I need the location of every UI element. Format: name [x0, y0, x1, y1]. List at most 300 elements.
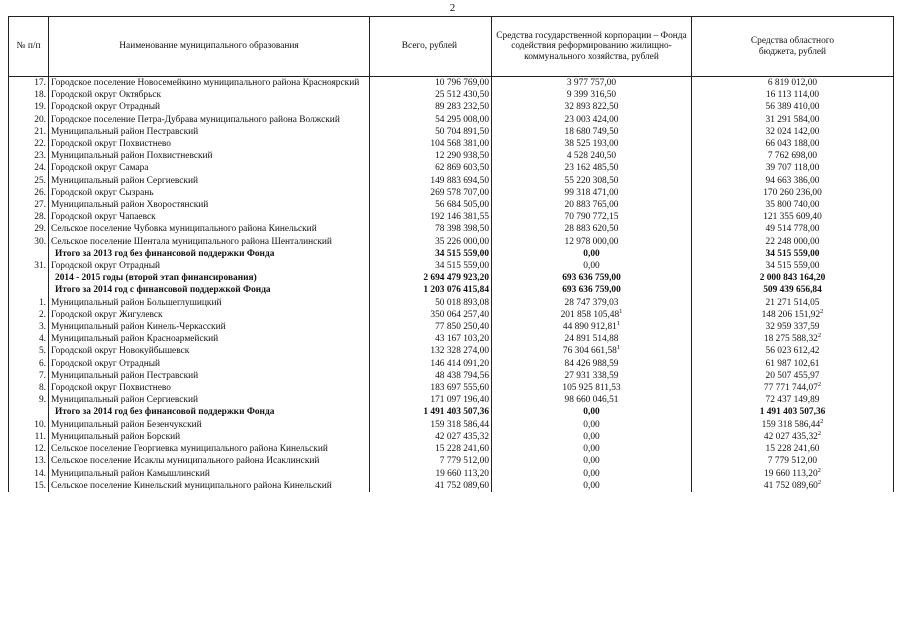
total-amount-text: 43 167 103,20 — [435, 334, 489, 345]
fund-amount-text: 0,00 — [583, 407, 600, 418]
fund-amount — [492, 284, 692, 296]
fund-amount-text: 76 304 661,58 — [562, 346, 617, 357]
row-number — [9, 358, 49, 370]
fund-amount — [492, 126, 692, 138]
municipality-name — [49, 150, 370, 162]
row-number — [9, 284, 49, 296]
row-number-text: 18. — [34, 90, 46, 101]
total-amount — [370, 77, 492, 90]
table-row — [9, 223, 894, 235]
region-amount — [692, 199, 894, 211]
table-header-row — [9, 17, 894, 77]
funding-table — [8, 16, 894, 492]
region-amount — [692, 297, 894, 309]
municipality-name-text: Итого за 2013 год без финансовой поддержки Фонда — [55, 248, 275, 259]
fund-amount-text: 55 220 308,50 — [564, 175, 619, 186]
row-number — [9, 223, 49, 235]
region-amount-text: 72 437 149,89 — [765, 395, 820, 406]
total-amount-text: 146 414 091,20 — [430, 358, 489, 369]
region-amount-text: 159 318 586,44 — [761, 419, 821, 430]
total-amount — [370, 431, 492, 443]
municipality-name — [49, 138, 370, 150]
total-amount-text: 132 328 274,00 — [430, 346, 489, 357]
row-number — [9, 455, 49, 467]
region-amount-text: 31 291 584,00 — [765, 114, 820, 125]
region-amount-text: 170 260 236,00 — [763, 187, 822, 198]
region-amount — [692, 382, 894, 394]
region-amount-text: 121 355 609,40 — [763, 212, 822, 223]
table-row — [9, 345, 894, 357]
footnote-marker: 2 — [817, 332, 822, 340]
row-number-text: 11. — [34, 431, 46, 442]
fund-amount — [492, 455, 692, 467]
region-amount-text: 21 271 514,05 — [765, 297, 820, 308]
municipality-name — [49, 175, 370, 187]
row-number-text: 20. — [34, 114, 46, 125]
fund-amount — [492, 382, 692, 394]
row-number-text: 15. — [34, 480, 46, 491]
total-amount-text: 78 398 398,50 — [435, 224, 489, 235]
row-number-text: 6. — [38, 358, 46, 369]
fund-amount — [492, 297, 692, 309]
row-number — [9, 138, 49, 150]
fund-amount-text: 84 426 988,59 — [564, 358, 619, 369]
fund-amount-text: 4 528 240,50 — [566, 151, 617, 162]
municipality-name-text: Городской округ Жигулевск — [51, 309, 163, 320]
region-amount — [692, 138, 894, 150]
municipality-name — [49, 419, 370, 431]
total-amount-text: 77 850 250,40 — [435, 322, 489, 333]
municipality-name-text: Городской округ Отрадный — [51, 102, 161, 113]
region-amount-text: 32 959 337,59 — [765, 322, 820, 333]
region-amount-text: 66 043 188,00 — [765, 139, 820, 150]
region-amount — [692, 77, 894, 90]
region-amount — [692, 345, 894, 357]
table-row — [9, 211, 894, 223]
municipality-name-text: Муниципальный район Красноармейский — [51, 334, 219, 345]
fund-amount-text: 201 858 105,48 — [560, 309, 620, 320]
region-amount — [692, 358, 894, 370]
municipality-name — [49, 101, 370, 113]
fund-amount — [492, 101, 692, 113]
total-amount — [370, 260, 492, 272]
municipality-name — [49, 162, 370, 174]
region-amount — [692, 126, 894, 138]
fund-amount — [492, 358, 692, 370]
col-header-region: Средства областного бюджета, рублей — [692, 17, 894, 77]
row-number-text: 21. — [34, 126, 46, 137]
fund-amount-text: 12 978 000,00 — [564, 236, 619, 247]
total-amount-text: 15 228 241,60 — [435, 444, 489, 455]
row-number-text: 30. — [34, 236, 46, 247]
municipality-name-text: Сельское поселение Шентала муниципального района Шенталинский — [51, 236, 332, 247]
table-row — [9, 480, 894, 492]
total-amount-text: 350 064 257,40 — [430, 309, 489, 320]
total-amount — [370, 345, 492, 357]
table-row — [9, 260, 894, 272]
row-number-text: 2. — [38, 309, 46, 320]
region-amount — [692, 480, 894, 492]
fund-amount — [492, 370, 692, 382]
total-amount — [370, 175, 492, 187]
fund-amount — [492, 406, 692, 418]
row-number — [9, 126, 49, 138]
fund-amount-text: 9 399 316,50 — [566, 90, 617, 101]
region-amount — [692, 248, 894, 260]
municipality-name-text: Городское поселение Новосемейкино муниципального района Красноярский — [51, 78, 360, 88]
fund-amount-text: 28 883 620,50 — [564, 224, 619, 235]
region-amount — [692, 333, 894, 345]
fund-amount-text: 28 747 379,03 — [564, 297, 619, 308]
region-amount — [692, 419, 894, 431]
row-number-text: 13. — [34, 456, 46, 467]
region-amount-text: 39 707 118,00 — [765, 163, 820, 174]
municipality-name-text: Городской округ Отрадный — [51, 261, 161, 272]
fund-amount-text: 693 636 759,00 — [562, 285, 621, 296]
total-amount-text: 171 097 196,40 — [430, 395, 489, 406]
row-number — [9, 248, 49, 260]
total-amount-text: 89 283 232,50 — [435, 102, 489, 113]
row-number-text: 28. — [34, 212, 46, 223]
fund-amount-text: 0,00 — [583, 456, 600, 467]
row-number-text: 29. — [34, 224, 46, 235]
total-amount — [370, 187, 492, 199]
row-number — [9, 309, 49, 321]
total-amount-text: 149 883 694,50 — [430, 175, 489, 186]
region-amount-text: 34 515 559,00 — [765, 248, 820, 259]
footnote-marker: 2 — [817, 380, 822, 388]
municipality-name-text: Муниципальный район Пестравский — [51, 370, 199, 381]
fund-amount-text: 44 890 912,81 — [562, 322, 617, 333]
table-row — [9, 150, 894, 162]
municipality-name-text: Муниципальный район Большеглушицкий — [51, 297, 222, 308]
municipality-name-text: Сельское поселение Георгиевка муниципального района Кинельский — [51, 444, 328, 455]
total-amount — [370, 138, 492, 150]
row-number — [9, 480, 49, 492]
fund-amount — [492, 443, 692, 455]
table-row — [9, 431, 894, 443]
total-amount-text: 34 515 559,00 — [435, 248, 489, 259]
region-amount — [692, 223, 894, 235]
total-amount-text: 2 694 479 923,20 — [423, 273, 489, 284]
municipality-name — [49, 236, 370, 248]
fund-amount-text: 0,00 — [583, 248, 600, 259]
fund-amount-text: 0,00 — [583, 419, 600, 430]
municipality-name-text: Муниципальный район Похвистневский — [51, 151, 213, 162]
total-amount — [370, 333, 492, 345]
row-number-text: 1. — [38, 297, 46, 308]
table-subtotal-row — [9, 272, 894, 284]
region-amount — [692, 236, 894, 248]
region-amount-text: 19 660 113,20 — [764, 468, 818, 479]
municipality-name-text: Итого за 2014 год без финансовой поддержки Фонда — [55, 407, 275, 418]
fund-amount-text: 0,00 — [583, 480, 600, 491]
region-amount-text: 49 514 778,00 — [765, 224, 820, 235]
fund-amount-text: 105 925 811,53 — [562, 383, 621, 394]
municipality-name — [49, 199, 370, 211]
table-subtotal-row — [9, 284, 894, 296]
municipality-name-text: 2014 - 2015 годы (второй этап финансирования) — [55, 273, 257, 284]
municipality-name-text: Сельское поселение Чубовка муниципального района Кинельский — [51, 224, 317, 235]
table-row — [9, 126, 894, 138]
total-amount — [370, 248, 492, 260]
total-amount — [370, 223, 492, 235]
table-row — [9, 468, 894, 480]
table-subtotal-row — [9, 406, 894, 418]
fund-amount — [492, 89, 692, 101]
municipality-name-text: Муниципальный район Сергиевский — [51, 395, 199, 406]
row-number-text: 3. — [38, 322, 46, 333]
table-row — [9, 77, 894, 90]
total-amount — [370, 309, 492, 321]
region-amount — [692, 431, 894, 443]
total-amount-text: 34 515 559,00 — [435, 261, 489, 272]
total-amount-text: 56 684 505,00 — [435, 200, 489, 211]
region-amount-text: 77 771 744,07 — [763, 383, 818, 394]
region-amount — [692, 101, 894, 113]
fund-amount — [492, 272, 692, 284]
municipality-name-text: Городской округ Сызрань — [51, 187, 154, 198]
row-number — [9, 77, 49, 90]
col-header-name: Наименование муниципального образования — [49, 17, 370, 77]
table-row — [9, 309, 894, 321]
fund-amount — [492, 199, 692, 211]
fund-amount — [492, 345, 692, 357]
row-number-text: 5. — [38, 346, 46, 357]
row-number — [9, 382, 49, 394]
region-amount — [692, 89, 894, 101]
fund-amount — [492, 211, 692, 223]
row-number — [9, 321, 49, 333]
row-number — [9, 211, 49, 223]
table-row — [9, 370, 894, 382]
total-amount — [370, 321, 492, 333]
municipality-name — [49, 223, 370, 235]
region-amount — [692, 272, 894, 284]
region-amount — [692, 284, 894, 296]
municipality-name — [49, 382, 370, 394]
fund-amount-text: 0,00 — [583, 431, 600, 442]
municipality-name-text: Муниципальный район Безенчукский — [51, 419, 202, 430]
fund-amount — [492, 223, 692, 235]
fund-amount — [492, 150, 692, 162]
region-amount — [692, 394, 894, 406]
total-amount-text: 35 226 000,00 — [435, 236, 489, 247]
municipality-name — [49, 455, 370, 467]
total-amount — [370, 480, 492, 492]
municipality-name — [49, 321, 370, 333]
total-amount-text: 10 796 769,00 — [435, 78, 489, 88]
fund-amount — [492, 138, 692, 150]
total-amount — [370, 199, 492, 211]
region-amount-text: 16 113 114,00 — [765, 90, 820, 101]
fund-amount-text: 20 883 765,00 — [564, 200, 619, 211]
footnote-marker: 1 — [616, 319, 621, 327]
municipality-name-text: Муниципальный район Сергиевский — [51, 175, 199, 186]
municipality-name — [49, 297, 370, 309]
row-number-text: 10. — [34, 419, 46, 430]
municipality-name-text: Итого за 2014 год с финансовой поддержкой Фонда — [55, 285, 271, 296]
total-amount — [370, 101, 492, 113]
region-amount-text: 94 663 386,00 — [765, 175, 820, 186]
total-amount — [370, 419, 492, 431]
row-number — [9, 175, 49, 187]
total-amount — [370, 126, 492, 138]
row-number — [9, 260, 49, 272]
row-number — [9, 370, 49, 382]
municipality-name — [49, 406, 370, 418]
table-body — [9, 77, 894, 492]
municipality-name — [49, 333, 370, 345]
row-number — [9, 468, 49, 480]
total-amount — [370, 406, 492, 418]
region-amount — [692, 211, 894, 223]
table-row — [9, 236, 894, 248]
region-amount — [692, 175, 894, 187]
col-header-total: Всего, рублей — [370, 17, 492, 77]
row-number-text: 23. — [34, 151, 46, 162]
region-amount-text: 34 515 559,00 — [765, 261, 820, 272]
municipality-name-text: Сельское поселение Исаклы муниципального района Исаклинский — [51, 456, 320, 467]
row-number-text: 8. — [38, 383, 46, 394]
total-amount-text: 25 512 430,50 — [435, 90, 489, 101]
row-number — [9, 431, 49, 443]
row-number — [9, 394, 49, 406]
fund-amount — [492, 260, 692, 272]
total-amount-text: 50 018 893,08 — [435, 297, 489, 308]
region-amount-text: 61 987 102,61 — [765, 358, 820, 369]
fund-amount-text: 0,00 — [583, 261, 600, 272]
total-amount-text: 62 869 603,50 — [435, 163, 489, 174]
fund-amount — [492, 175, 692, 187]
region-amount-text: 2 000 843 164,20 — [759, 273, 826, 284]
total-amount-text: 41 752 089,60 — [435, 480, 489, 491]
region-amount-text: 7 762 698,00 — [767, 151, 818, 162]
municipality-name-text: Городской округ Отрадный — [51, 358, 161, 369]
municipality-name-text: Муниципальный район Борский — [51, 431, 181, 442]
total-amount-text: 1 491 403 507,36 — [423, 407, 489, 418]
table-row — [9, 114, 894, 126]
row-number-text: 14. — [34, 468, 46, 479]
row-number — [9, 443, 49, 455]
municipality-name — [49, 211, 370, 223]
row-number-text: 7. — [38, 370, 46, 381]
row-number — [9, 89, 49, 101]
region-amount — [692, 455, 894, 467]
total-amount — [370, 358, 492, 370]
region-amount — [692, 260, 894, 272]
row-number-text: 19. — [34, 102, 46, 113]
municipality-name — [49, 468, 370, 480]
region-amount-text: 148 206 151,92 — [761, 309, 821, 320]
region-amount-text: 35 800 740,00 — [765, 200, 820, 211]
table-row — [9, 358, 894, 370]
municipality-name-text: Городской округ Похвистнево — [51, 139, 171, 150]
table-row — [9, 419, 894, 431]
fund-amount-text: 23 162 485,50 — [564, 163, 619, 174]
footnote-marker: 2 — [820, 307, 824, 315]
fund-amount-text: 18 680 749,50 — [564, 126, 619, 137]
region-amount-text: 42 027 435,32 — [763, 431, 818, 442]
fund-amount-text: 24 891 514,88 — [564, 334, 619, 345]
municipality-name-text: Муниципальный район Пестравский — [51, 126, 199, 137]
total-amount-text: 192 146 381,55 — [430, 212, 489, 223]
region-amount-text: 6 819 012,00 — [767, 78, 818, 88]
table-row — [9, 321, 894, 333]
fund-amount — [492, 419, 692, 431]
municipality-name-text: Городское поселение Петра-Дубрава муниципального района Волжский — [51, 114, 340, 125]
total-amount-text: 12 290 938,50 — [435, 151, 489, 162]
fund-amount — [492, 468, 692, 480]
total-amount-text: 159 318 586,44 — [430, 419, 489, 430]
table-row — [9, 199, 894, 211]
fund-amount-text: 693 636 759,00 — [562, 273, 621, 284]
fund-amount-text: 99 318 471,00 — [564, 187, 619, 198]
table-row — [9, 455, 894, 467]
footnote-marker: 2 — [817, 478, 822, 486]
municipality-name-text: Муниципальный район Хворостянский — [51, 200, 209, 211]
region-amount-text: 509 439 656,84 — [763, 285, 822, 296]
region-amount-text: 32 024 142,00 — [765, 126, 820, 137]
row-number — [9, 272, 49, 284]
table-row — [9, 175, 894, 187]
region-amount-text: 18 275 588,32 — [763, 334, 818, 345]
region-amount — [692, 162, 894, 174]
table-row — [9, 297, 894, 309]
table-row — [9, 101, 894, 113]
row-number — [9, 114, 49, 126]
fund-amount-text: 70 790 772,15 — [564, 212, 619, 223]
table-row — [9, 382, 894, 394]
table-row — [9, 138, 894, 150]
region-amount — [692, 406, 894, 418]
fund-amount — [492, 394, 692, 406]
municipality-name — [49, 480, 370, 492]
row-number — [9, 101, 49, 113]
row-number — [9, 187, 49, 199]
municipality-name-text: Муниципальный район Кинель-Черкасский — [51, 322, 226, 333]
fund-amount — [492, 333, 692, 345]
municipality-name-text: Муниципальный район Камышлинский — [51, 468, 210, 479]
municipality-name — [49, 370, 370, 382]
row-number — [9, 297, 49, 309]
row-number — [9, 333, 49, 345]
municipality-name — [49, 272, 370, 284]
municipality-name-text: Городской округ Самара — [51, 163, 149, 174]
municipality-name — [49, 309, 370, 321]
fund-amount-text: 3 977 757,00 — [566, 78, 617, 88]
fund-amount-text: 23 003 424,00 — [564, 114, 619, 125]
row-number — [9, 162, 49, 174]
fund-amount-text: 38 525 193,00 — [564, 139, 619, 150]
table-row — [9, 162, 894, 174]
municipality-name — [49, 284, 370, 296]
table-row — [9, 443, 894, 455]
fund-amount — [492, 248, 692, 260]
table-row — [9, 89, 894, 101]
total-amount — [370, 297, 492, 309]
total-amount — [370, 382, 492, 394]
municipality-name — [49, 431, 370, 443]
total-amount-text: 54 295 008,00 — [435, 114, 489, 125]
fund-amount-text: 32 893 822,50 — [564, 102, 619, 113]
footnote-marker: 2 — [820, 417, 824, 425]
municipality-name — [49, 114, 370, 126]
region-amount — [692, 443, 894, 455]
total-amount — [370, 114, 492, 126]
municipality-name-text: Городской округ Новокуйбышевск — [51, 346, 190, 357]
municipality-name — [49, 89, 370, 101]
